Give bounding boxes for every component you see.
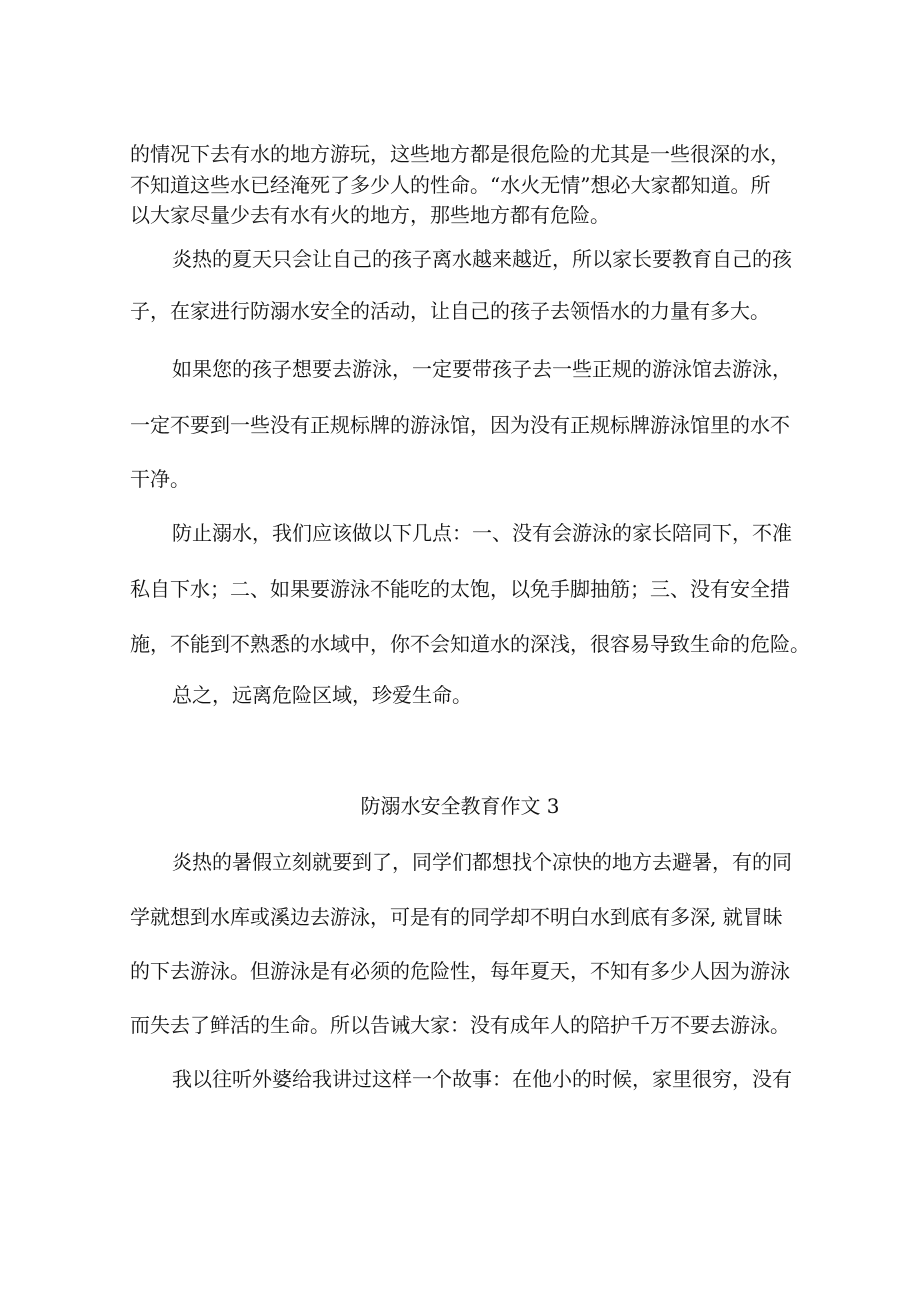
paragraph-1-line-2: 不知道这些水已经淹死了多少人的性命。“水火无情”想必大家都知道。所 (130, 173, 771, 197)
paragraph-3-line-1: 如果您的孩子想要去游泳，一定要带孩子去一些正规的游泳馆去游泳， (172, 357, 792, 381)
paragraph-6-line-1: 炎热的暑假立刻就要到了，同学们都想找个凉快的地方去避暑，有的同 (172, 850, 792, 874)
section-title: 防溺水安全教育作文 3 (360, 794, 560, 818)
paragraph-1-line-3: 以大家尽量少去有水有火的地方，那些地方都有危险。 (130, 203, 610, 227)
paragraph-4-line-3: 施，不能到不熟悉的水域中，你不会知道水的深浅，很容易导致生命的危险。 (130, 632, 810, 656)
paragraph-2-line-1: 炎热的夏天只会让自己的孩子离水越来越近，所以家长要教育自己的孩 (172, 247, 792, 271)
paragraph-6-line-2: 学就想到水库或溪边去游泳，可是有的同学却不明白水到底有多深, 就冒昧 (130, 905, 783, 929)
paragraph-5-line-1: 总之，远离危险区域，珍爱生命。 (172, 683, 472, 707)
paragraph-4-line-2: 私自下水；二、如果要游泳不能吃的太饱，以免手脚抽筋；三、没有安全措 (130, 577, 790, 601)
paragraph-1-line-1: 的情况下去有水的地方游玩，这些地方都是很危险的尤其是一些很深的水， (130, 142, 790, 166)
paragraph-3-line-3: 干净。 (130, 467, 190, 491)
paragraph-4-line-1: 防止溺水，我们应该做以下几点：一、没有会游泳的家长陪同下，不准 (172, 521, 792, 545)
paragraph-3-line-2: 一定不要到一些没有正规标牌的游泳馆，因为没有正规标牌游泳馆里的水不 (130, 413, 790, 437)
paragraph-6-line-4: 而失去了鲜活的生命。所以告诫大家：没有成年人的陪护千万不要去游泳。 (130, 1013, 790, 1037)
paragraph-2-line-2: 子，在家进行防溺水安全的活动，让自己的孩子去领悟水的力量有多大。 (130, 299, 770, 323)
paragraph-6-line-3: 的下去游泳。但游泳是有必须的危险性，每年夏天，不知有多少人因为游泳 (130, 959, 790, 983)
paragraph-7-line-1: 我以往听外婆给我讲过这样一个故事：在他小的时候，家里很穷，没有 (172, 1067, 792, 1091)
